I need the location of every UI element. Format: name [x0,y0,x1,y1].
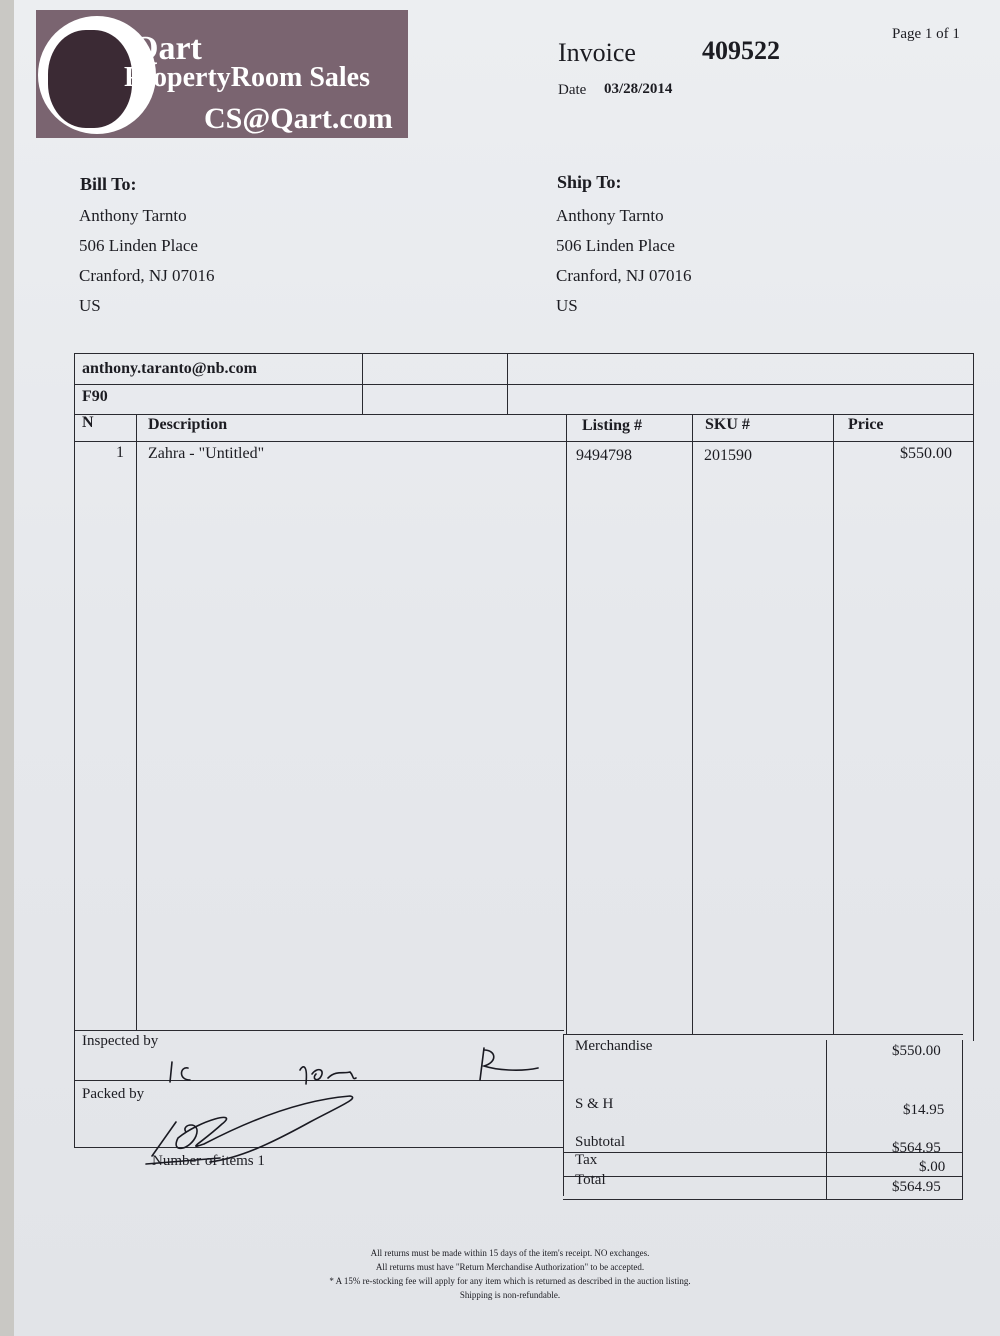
ship-to-heading: Ship To: [557,172,622,192]
row-number: 1 [116,444,124,461]
col-header-sku: SKU # [705,416,750,433]
customer-code: F90 [82,388,108,405]
customer-email: anthony.taranto@nb.com [82,360,257,377]
invoice-number: 409522 [702,36,780,65]
ship-to-address [556,201,692,321]
inspected-by-label: Inspected by [82,1033,159,1049]
ship-to-city: Cranford, NJ 07016 [556,266,692,285]
page-indicator: Page 1 of 1 [892,26,960,42]
invoice-date: 03/28/2014 [604,81,673,97]
bill-to-name: Anthony Tarnto [79,206,187,225]
sh-value: $14.95 [903,1102,945,1118]
row-description: Zahra - "Untitled" [148,445,265,462]
number-of-items: Number of items 1 [152,1153,265,1169]
bill-to-heading: Bill To: [80,174,137,194]
date-label: Date [558,82,587,98]
col-header-listing: Listing # [582,417,643,434]
ship-to-street: 506 Linden Place [556,236,675,255]
row-sku: 201590 [704,447,752,464]
bill-to-country: US [79,296,101,315]
policy-line-3: * A 15% re-stocking fee will apply for any item which is returned as described in the auction listing. [329,1276,691,1286]
invoice-label: Invoice [558,38,636,67]
ship-to-name: Anthony Tarnto [556,206,664,225]
subtotal-value: $564.95 [892,1140,941,1156]
total-value: $564.95 [892,1179,941,1195]
sh-label: S & H [575,1096,614,1112]
tax-value: $.00 [919,1159,946,1175]
bill-to-city: Cranford, NJ 07016 [79,266,215,285]
logo-tagline: PropertyRoom Sales [124,62,370,93]
col-header-price: Price [848,416,884,433]
policy-line-4: Shipping is non-refundable. [459,1290,561,1300]
subtotal-label: Subtotal [575,1134,626,1150]
col-header-n: N [82,414,94,431]
merchandise-label: Merchandise [575,1038,653,1054]
logo-brand: Qart [132,30,202,67]
ship-to-country: US [556,296,578,315]
policy-line-1: All returns must be made within 15 days of the item's receipt. NO exchanges. [370,1248,650,1258]
tax-label: Tax [575,1152,598,1168]
return-policy-notes [250,1246,770,1302]
logo-email: CS@Qart.com [204,102,393,135]
qart-logo [36,10,408,138]
packed-by-label: Packed by [82,1086,145,1102]
policy-line-2: All returns must have "Return Merchandise Authorization" to be accepted. [375,1262,645,1272]
bill-to-street: 506 Linden Place [79,236,198,255]
col-header-description: Description [148,416,228,433]
bill-to-address [79,201,215,321]
handwritten-signatures [140,1040,560,1190]
row-listing: 9494798 [576,447,632,464]
total-label: Total [575,1172,606,1188]
merchandise-value: $550.00 [892,1043,941,1059]
row-price: $550.00 [900,445,952,462]
